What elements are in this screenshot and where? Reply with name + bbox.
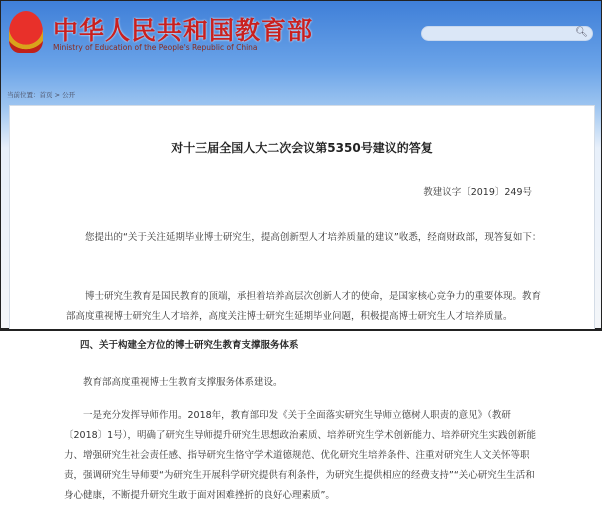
breadcrumb-home[interactable]: 首页 <box>39 91 53 99</box>
search-icon[interactable]: 🔍︎ <box>575 27 588 38</box>
section-paragraph: 一是充分发挥导师作用。2018年，教育部印发《关于全面落实研究生导师立德树人职责的意见》（教研〔2018〕1号），明确了研究生导师提升研究生思想政治素质、培养研究生学术创新能力、培养研究生实践创新能力、增强研究生社会责任感、指导研究生恪守学术道德规范、优化研究生培养条件、注重对研究生人文关怀等职责，强调研究生导师要“为研究生开展科学研究提供有利条件，为研究生提供相应的经费支持”“关心研究生生活和身心健康，不断提升研究生敢于面对困难挫折的良好心理素质”。 <box>64 410 536 501</box>
site-subtitle: Ministry of Education of the People's Republic of China <box>53 43 258 52</box>
section-heading: 四、关于构建全方位的博士研究生教育支撑服务体系 <box>80 340 299 351</box>
article-paragraph: 博士研究生教育是国民教育的顶端，承担着培养高层次创新人才的使命，是国家核心竞争力的重要体现。教育部高度重视博士研究生人才培养，高度关注博士研究生延期毕业问题，积极提高博士研究生人才培养质量。 <box>66 291 542 322</box>
document-number: 教建议字〔2019〕249号 <box>423 187 532 198</box>
breadcrumb-public[interactable]: 公开 <box>62 91 76 99</box>
national-emblem-logo <box>9 11 43 53</box>
breadcrumb-separator: > <box>52 91 63 99</box>
breadcrumb <box>7 90 75 99</box>
site-title[interactable]: 中华人民共和国教育部 <box>53 16 314 45</box>
breadcrumb-label: 当前位置： <box>7 91 40 99</box>
article-paragraph: 您提出的“关于关注延期毕业博士研究生，提高创新型人才培养质量的建议”收悉，经商财政部，现答复如下： <box>85 232 542 243</box>
section-paragraph: 教育部高度重视博士生教育支撑服务体系建设。 <box>83 377 283 388</box>
page-bottom-screenshot <box>0 329 602 520</box>
search-input[interactable] <box>421 26 593 41</box>
article-title: 对十三届全国人大二次会议第5350号建议的答复 <box>171 141 433 155</box>
article-panel <box>9 105 595 329</box>
